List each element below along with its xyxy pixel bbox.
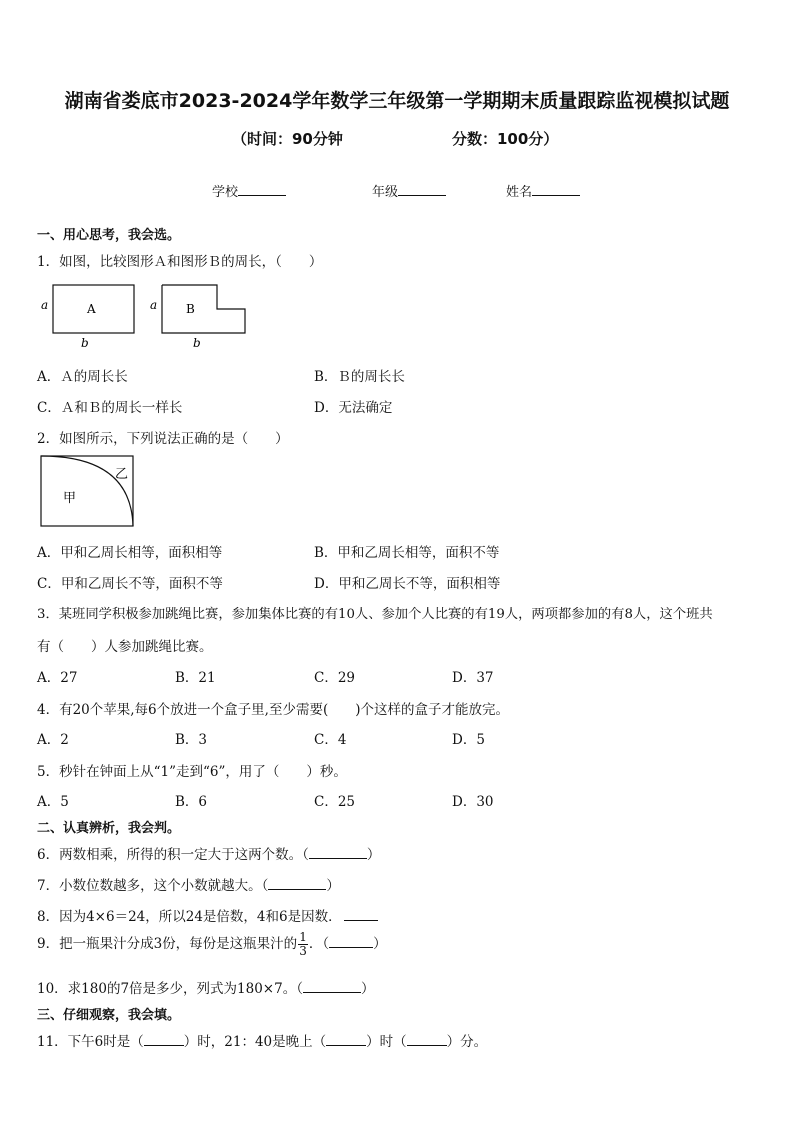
q9-item — [37, 931, 387, 958]
q3-option-c[interactable]: C．29 — [314, 670, 356, 686]
q4-option-c[interactable]: C．4 — [314, 732, 347, 748]
q1-figure — [37, 282, 252, 352]
q11-blank-3[interactable] — [407, 1033, 447, 1046]
q4-option-a[interactable]: A．2 — [37, 732, 69, 748]
q9-text: 9．把一瓶果汁分成3份，每份是这瓶果汁的 — [37, 936, 298, 952]
q8-text: 8．因为4×6＝24，所以24是倍数，4和6是因数． — [37, 909, 342, 925]
q1-option-c[interactable]: C．Ａ和Ｂ的周长一样长 — [37, 400, 183, 416]
q11-blank-1[interactable] — [144, 1033, 184, 1046]
section-3-heading: 三、仔细观察，我会填。 — [37, 1008, 181, 1023]
q9-close: ） — [373, 936, 387, 952]
q2-option-d[interactable]: D．甲和乙周长不等，面积相等 — [314, 576, 501, 592]
q11-text-4: ）分。 — [446, 1034, 488, 1050]
school-label: 学校 — [212, 185, 239, 200]
q4-stem: 4．有20个苹果,每6个放进一个盒子里,至少需要( )个这样的盒子才能放完。 — [37, 702, 509, 718]
q10-text: 10．求180的7倍是多少，列式为180×7。（ — [37, 981, 303, 997]
q5-option-b[interactable]: B．6 — [175, 794, 208, 810]
grade-blank[interactable] — [398, 183, 446, 196]
q11-item — [37, 1030, 487, 1050]
name-label: 姓名 — [506, 185, 533, 200]
school-blank[interactable] — [238, 183, 286, 196]
shape-b-label: B — [186, 302, 195, 316]
name-blank[interactable] — [532, 183, 580, 196]
q3-option-b[interactable]: B．21 — [175, 670, 216, 686]
q2-stem: 2．如图所示，下列说法正确的是（ ） — [37, 431, 289, 447]
q5-option-d[interactable]: D．30 — [452, 794, 494, 810]
q7-item — [37, 874, 340, 894]
q11-blank-2[interactable] — [326, 1033, 366, 1046]
region-yi-label: 乙 — [115, 467, 129, 482]
q1-option-b[interactable]: B．Ｂ的周长长 — [314, 369, 405, 385]
q6-text: 6．两数相乘，所得的积一定大于这两个数。（ — [37, 847, 309, 863]
shape-a-side-a: a — [41, 298, 49, 312]
q5-option-c[interactable]: C．25 — [314, 794, 356, 810]
grade-field[interactable] — [372, 181, 446, 200]
q4-option-d[interactable]: D．5 — [452, 732, 485, 748]
q1-option-a[interactable]: A．Ａ的周长长 — [37, 369, 128, 385]
q2-option-b[interactable]: B．甲和乙周长相等，面积不等 — [314, 545, 500, 561]
q9-mid: ．（ — [308, 936, 330, 952]
section-1-heading: 一、用心思考，我会选。 — [37, 228, 181, 243]
shape-b-poly — [162, 285, 245, 333]
page-title: 湖南省娄底市2023-2024学年数学三年级第一学期期末质量跟踪监视模拟试题 — [64, 90, 730, 112]
q1-stem: 1．如图，比较图形Ａ和图形Ｂ的周长，（ ） — [37, 254, 323, 270]
section-2-heading: 二、认真辨析，我会判。 — [37, 821, 181, 836]
q7-close: ） — [326, 878, 340, 894]
q3-stem-line2: 有（ ）人参加跳绳比赛。 — [37, 639, 213, 655]
q5-option-a[interactable]: A．5 — [37, 794, 69, 810]
q7-text: 7．小数位数越多，这个小数就越大。（ — [37, 878, 269, 894]
region-jia-label: 甲 — [63, 491, 77, 506]
fraction-numerator: 1 — [299, 930, 307, 944]
q6-item — [37, 843, 380, 863]
q11-text-1: 11．下午6时是（ — [37, 1034, 144, 1050]
q11-text-2: ）时，21：40是晚上（ — [183, 1034, 327, 1050]
shape-a-side-b: b — [81, 336, 89, 350]
q11-text-3: ）时（ — [366, 1034, 407, 1050]
q2-figure — [39, 454, 137, 528]
q6-close: ） — [366, 847, 381, 863]
fraction-denominator: 3 — [299, 944, 307, 958]
q9-answer-blank[interactable] — [329, 935, 373, 948]
exam-score: 分数：100分） — [452, 130, 559, 148]
q8-answer-blank[interactable] — [344, 908, 378, 921]
q10-close: ） — [360, 981, 375, 997]
q10-answer-blank[interactable] — [303, 980, 361, 993]
q3-option-a[interactable]: A．27 — [37, 670, 78, 686]
exam-time: （时间：90分钟 — [232, 130, 343, 148]
q3-option-d[interactable]: D．37 — [452, 670, 494, 686]
q3-stem-line1: 3．某班同学积极参加跳绳比赛，参加集体比赛的有10人、参加个人比赛的有19人，两项都参加的有8人，这个班共 — [37, 607, 713, 622]
q1-option-d[interactable]: D．无法确定 — [314, 400, 393, 416]
q10-item — [37, 977, 374, 997]
name-field[interactable] — [506, 181, 580, 200]
fraction-one-third — [298, 931, 308, 958]
school-field[interactable] — [212, 181, 286, 200]
shape-a-label: A — [87, 302, 96, 316]
q8-item — [37, 905, 378, 925]
q4-option-b[interactable]: B．3 — [175, 732, 208, 748]
q7-answer-blank[interactable] — [268, 877, 326, 890]
q2-option-a[interactable]: A．甲和乙周长相等，面积相等 — [37, 545, 223, 561]
shape-b-side-b: b — [193, 336, 201, 350]
grade-label: 年级 — [372, 185, 399, 200]
q6-answer-blank[interactable] — [309, 846, 367, 859]
q5-stem: 5．秒针在钟面上从“1”走到“6”，用了（ ）秒。 — [37, 764, 347, 780]
shape-b-side-a: a — [150, 298, 158, 312]
q2-option-c[interactable]: C．甲和乙周长不等，面积不等 — [37, 576, 223, 592]
